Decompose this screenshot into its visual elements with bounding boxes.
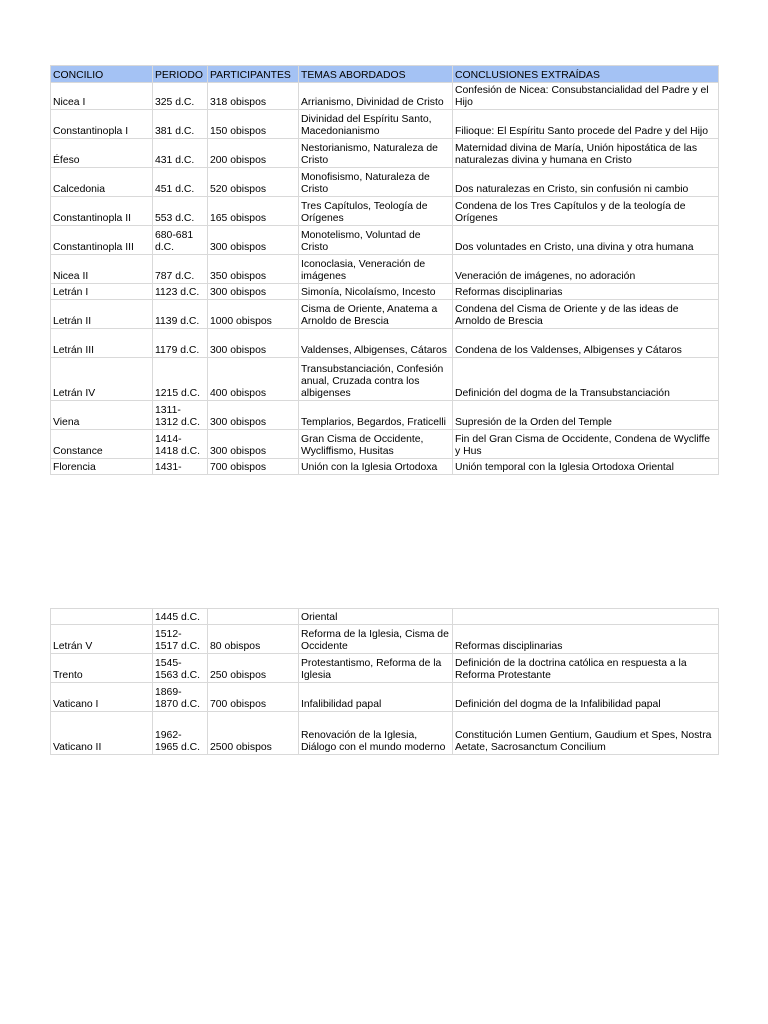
concilio-cell: Nicea I <box>51 83 153 110</box>
participantes-cell: 700 obispos <box>208 683 299 712</box>
temas-cell: Valdenses, Albigenses, Cátaros <box>299 329 453 358</box>
column-header-concilio: CONCILIO <box>51 66 153 83</box>
conclusiones-cell: Definición del dogma de la Transubstanciación <box>453 358 719 401</box>
conclusiones-cell <box>453 609 719 625</box>
periodo-cell: 1414- 1418 d.C. <box>153 430 208 459</box>
conclusiones-cell: Maternidad divina de María, Unión hipostática de las naturalezas divina y humana en Cristo <box>453 139 719 168</box>
temas-cell: Templarios, Begardos, Fraticelli <box>299 401 453 430</box>
concilio-cell: Constantinopla II <box>51 197 153 226</box>
concilio-cell: Letrán I <box>51 284 153 300</box>
table-row <box>51 712 719 755</box>
temas-cell: Protestantismo, Reforma de la Iglesia <box>299 654 453 683</box>
table-row <box>51 329 719 358</box>
participantes-cell: 200 obispos <box>208 139 299 168</box>
concilio-cell: Éfeso <box>51 139 153 168</box>
conclusiones-cell: Veneración de imágenes, no adoración <box>453 255 719 284</box>
participantes-cell: 300 obispos <box>208 226 299 255</box>
participantes-cell: 150 obispos <box>208 110 299 139</box>
temas-cell: Tres Capítulos, Teología de Orígenes <box>299 197 453 226</box>
column-header-participantes: PARTICIPANTES <box>208 66 299 83</box>
header-row <box>51 66 719 83</box>
periodo-cell: 680-681 d.C. <box>153 226 208 255</box>
periodo-cell: 1123 d.C. <box>153 284 208 300</box>
table-row <box>51 683 719 712</box>
temas-cell: Oriental <box>299 609 453 625</box>
conclusiones-cell: Reformas disciplinarias <box>453 284 719 300</box>
participantes-cell: 165 obispos <box>208 197 299 226</box>
conclusiones-cell: Definición de la doctrina católica en respuesta a la Reforma Protestante <box>453 654 719 683</box>
participantes-cell: 318 obispos <box>208 83 299 110</box>
concilio-cell: Calcedonia <box>51 168 153 197</box>
participantes-cell: 300 obispos <box>208 329 299 358</box>
temas-cell: Transubstanciación, Confesión anual, Cruzada contra los albigenses <box>299 358 453 401</box>
concilio-cell: Letrán IV <box>51 358 153 401</box>
periodo-cell: 553 d.C. <box>153 197 208 226</box>
periodo-cell: 1512- 1517 d.C. <box>153 625 208 654</box>
temas-cell: Unión con la Iglesia Ortodoxa <box>299 459 453 475</box>
periodo-cell: 1962- 1965 d.C. <box>153 712 208 755</box>
temas-cell: Nestorianismo, Naturaleza de Cristo <box>299 139 453 168</box>
temas-cell: Iconoclasia, Veneración de imágenes <box>299 255 453 284</box>
table-row <box>51 83 719 110</box>
column-header-conclusiones: CONCLUSIONES EXTRAÍDAS <box>453 66 719 83</box>
participantes-cell <box>208 609 299 625</box>
concilio-cell: Letrán III <box>51 329 153 358</box>
concilio-cell: Letrán V <box>51 625 153 654</box>
periodo-cell: 1869- 1870 d.C. <box>153 683 208 712</box>
conclusiones-cell: Dos voluntades en Cristo, una divina y otra humana <box>453 226 719 255</box>
councils-table-page-1 <box>50 65 719 475</box>
concilio-cell: Vaticano II <box>51 712 153 755</box>
conclusiones-cell: Constitución Lumen Gentium, Gaudium et Spes, Nostra Aetate, Sacrosanctum Concilium <box>453 712 719 755</box>
table-row <box>51 197 719 226</box>
conclusiones-cell: Supresión de la Orden del Temple <box>453 401 719 430</box>
participantes-cell: 300 obispos <box>208 401 299 430</box>
conclusiones-cell: Unión temporal con la Iglesia Ortodoxa Oriental <box>453 459 719 475</box>
conclusiones-cell: Definición del dogma de la Infalibilidad papal <box>453 683 719 712</box>
table-row <box>51 430 719 459</box>
periodo-cell: 451 d.C. <box>153 168 208 197</box>
periodo-cell: 381 d.C. <box>153 110 208 139</box>
participantes-cell: 1000 obispos <box>208 300 299 329</box>
participantes-cell: 350 obispos <box>208 255 299 284</box>
periodo-cell: 1139 d.C. <box>153 300 208 329</box>
participantes-cell: 700 obispos <box>208 459 299 475</box>
table-row <box>51 110 719 139</box>
conclusiones-cell: Condena de los Tres Capítulos y de la teología de Orígenes <box>453 197 719 226</box>
table-row <box>51 300 719 329</box>
temas-cell: Renovación de la Iglesia, Diálogo con el mundo moderno <box>299 712 453 755</box>
table-row <box>51 358 719 401</box>
periodo-cell: 1311- 1312 d.C. <box>153 401 208 430</box>
column-header-periodo: PERIODO <box>153 66 208 83</box>
periodo-cell: 325 d.C. <box>153 83 208 110</box>
table-row <box>51 139 719 168</box>
conclusiones-cell: Dos naturalezas en Cristo, sin confusión ni cambio <box>453 168 719 197</box>
conclusiones-cell: Condena del Cisma de Oriente y de las ideas de Arnoldo de Brescia <box>453 300 719 329</box>
conclusiones-cell: Fin del Gran Cisma de Occidente, Condena de Wycliffe y Hus <box>453 430 719 459</box>
concilio-cell: Constantinopla III <box>51 226 153 255</box>
temas-cell: Cisma de Oriente, Anatema a Arnoldo de Brescia <box>299 300 453 329</box>
participantes-cell: 300 obispos <box>208 430 299 459</box>
periodo-cell: 1179 d.C. <box>153 329 208 358</box>
table-row <box>51 625 719 654</box>
participantes-cell: 400 obispos <box>208 358 299 401</box>
table-row <box>51 609 719 625</box>
temas-cell: Monotelismo, Voluntad de Cristo <box>299 226 453 255</box>
concilio-cell: Letrán II <box>51 300 153 329</box>
concilio-cell: Trento <box>51 654 153 683</box>
periodo-cell: 431 d.C. <box>153 139 208 168</box>
table-row <box>51 401 719 430</box>
conclusiones-cell: Confesión de Nicea: Consubstancialidad del Padre y el Hijo <box>453 83 719 110</box>
periodo-cell: 1215 d.C. <box>153 358 208 401</box>
temas-cell: Divinidad del Espíritu Santo, Macedonianismo <box>299 110 453 139</box>
temas-cell: Arrianismo, Divinidad de Cristo <box>299 83 453 110</box>
table-row <box>51 168 719 197</box>
participantes-cell: 80 obispos <box>208 625 299 654</box>
table-row <box>51 226 719 255</box>
periodo-cell: 787 d.C. <box>153 255 208 284</box>
concilio-cell: Vaticano I <box>51 683 153 712</box>
participantes-cell: 520 obispos <box>208 168 299 197</box>
temas-cell: Infalibilidad papal <box>299 683 453 712</box>
concilio-cell: Viena <box>51 401 153 430</box>
conclusiones-cell: Condena de los Valdenses, Albigenses y Cátaros <box>453 329 719 358</box>
table-row <box>51 255 719 284</box>
councils-table-page-2 <box>50 608 719 755</box>
temas-cell: Reforma de la Iglesia, Cisma de Occidente <box>299 625 453 654</box>
table-row <box>51 654 719 683</box>
periodo-cell: 1445 d.C. <box>153 609 208 625</box>
conclusiones-cell: Filioque: El Espíritu Santo procede del Padre y del Hijo <box>453 110 719 139</box>
temas-cell: Monofisismo, Naturaleza de Cristo <box>299 168 453 197</box>
concilio-cell: Florencia <box>51 459 153 475</box>
temas-cell: Gran Cisma de Occidente, Wycliffismo, Husitas <box>299 430 453 459</box>
periodo-cell: 1545- 1563 d.C. <box>153 654 208 683</box>
concilio-cell: Constantinopla I <box>51 110 153 139</box>
table-row <box>51 284 719 300</box>
participantes-cell: 300 obispos <box>208 284 299 300</box>
concilio-cell <box>51 609 153 625</box>
concilio-cell: Constance <box>51 430 153 459</box>
column-header-temas: TEMAS ABORDADOS <box>299 66 453 83</box>
concilio-cell: Nicea II <box>51 255 153 284</box>
temas-cell: Simonía, Nicolaísmo, Incesto <box>299 284 453 300</box>
conclusiones-cell: Reformas disciplinarias <box>453 625 719 654</box>
participantes-cell: 2500 obispos <box>208 712 299 755</box>
periodo-cell: 1431- <box>153 459 208 475</box>
participantes-cell: 250 obispos <box>208 654 299 683</box>
table-row <box>51 459 719 475</box>
